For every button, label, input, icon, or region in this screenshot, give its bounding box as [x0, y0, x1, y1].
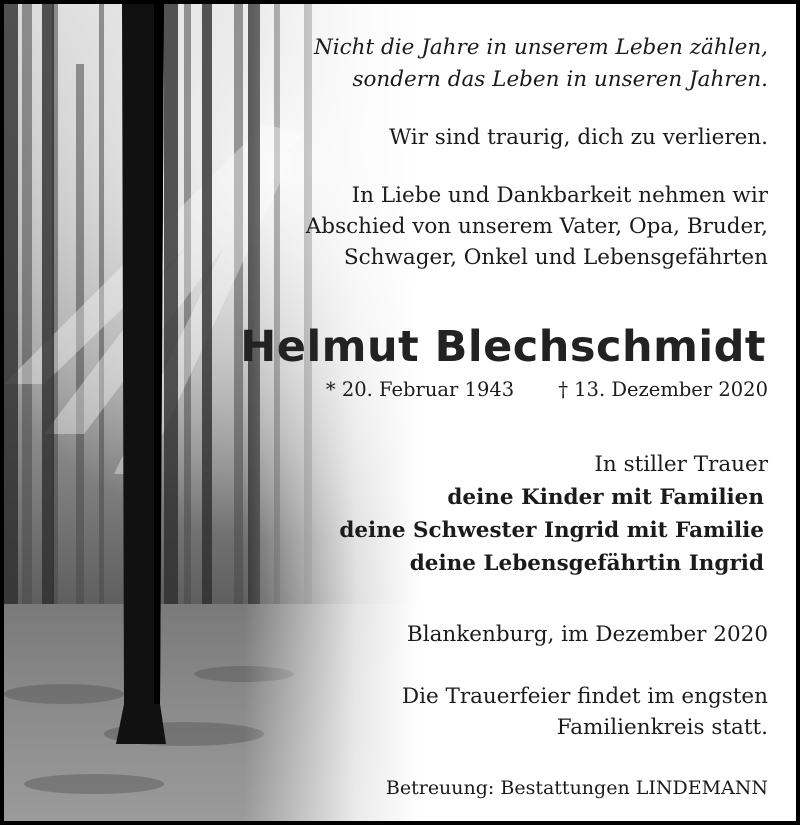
- intro-line: In Liebe und Dankbarkeit nehmen wir: [351, 183, 768, 208]
- place-date: Blankenburg, im Dezember 2020: [406, 622, 768, 647]
- deceased-name: Helmut Blechschmidt: [240, 322, 766, 372]
- sad-line: Wir sind traurig, dich zu verlieren.: [389, 125, 768, 150]
- farewell-intro: [306, 180, 768, 273]
- mourner-line: deine Schwester Ingrid mit Familie: [339, 518, 764, 543]
- mourning-intro: In stiller Trauer: [594, 452, 768, 477]
- mourners-block: [339, 448, 768, 580]
- intro-line: Abschied von unserem Vater, Opa, Bruder,: [305, 214, 768, 239]
- funeral-line: Familienkreis statt.: [556, 715, 768, 740]
- intro-line: Schwager, Onkel und Lebensgefährten: [343, 245, 768, 270]
- funeral-note: [402, 681, 768, 743]
- funeral-provider: Betreuung: Bestattungen LINDEMANN: [385, 777, 768, 799]
- death-date: † 13. Dezember 2020: [558, 378, 768, 401]
- motto-line: sondern das Leben in unseren Jahren.: [352, 67, 768, 92]
- funeral-line: Die Trauerfeier findet im engsten: [401, 684, 768, 709]
- birth-date: * 20. Februar 1943: [325, 378, 515, 401]
- mourner-line: deine Lebensgefährtin Ingrid: [409, 551, 764, 576]
- life-dates: [326, 376, 768, 404]
- motto-quote: [314, 32, 768, 96]
- motto-line: Nicht die Jahre in unserem Leben zählen,: [313, 35, 768, 60]
- mourner-line: deine Kinder mit Familien: [447, 485, 764, 510]
